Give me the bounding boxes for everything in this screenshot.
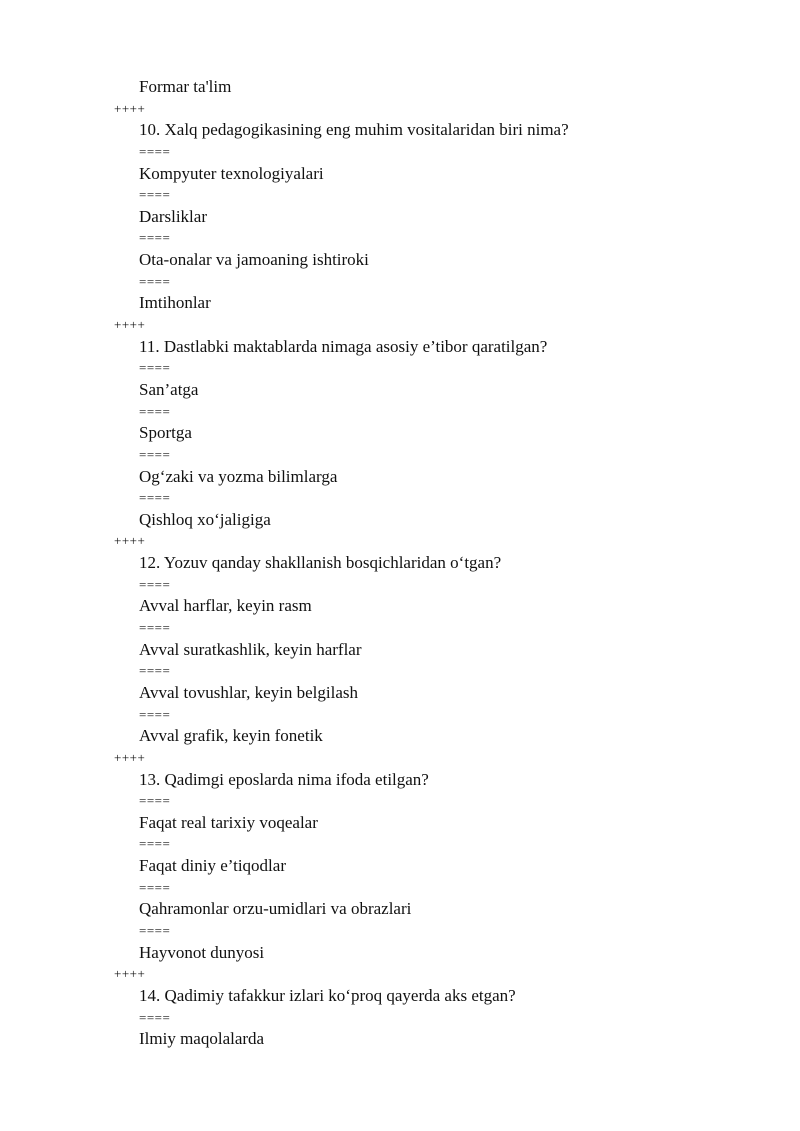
answer-separator: ==== bbox=[139, 187, 171, 203]
answer-option: Ilmiy maqolalarda bbox=[139, 1029, 265, 1049]
question-separator: ++++ bbox=[114, 966, 146, 982]
answer-option: Hayvonot dunyosi bbox=[139, 942, 265, 962]
answer-option: Ota-onalar va jamoaning ishtiroki bbox=[139, 250, 369, 270]
answer-separator: ==== bbox=[139, 360, 171, 376]
question-text: 14. Qadimiy tafakkur izlari ko‘proq qayerda aks etgan? bbox=[139, 985, 516, 1005]
answer-separator: ==== bbox=[139, 663, 171, 679]
answer-separator: ==== bbox=[139, 879, 171, 895]
answer-option: Avval tovushlar, keyin belgilash bbox=[139, 682, 359, 702]
answer-separator: ==== bbox=[139, 446, 171, 462]
answer-separator: ==== bbox=[139, 403, 171, 419]
answer-option: Faqat diniy e’tiqodlar bbox=[139, 856, 286, 876]
question-separator: ++++ bbox=[114, 749, 146, 765]
question-separator: ++++ bbox=[114, 100, 146, 116]
question-text: 12. Yozuv qanday shakllanish bosqichlaridan o‘tgan? bbox=[139, 553, 502, 573]
answer-option: Qishloq xo‘jaligiga bbox=[139, 509, 271, 529]
answer-separator: ==== bbox=[139, 1009, 171, 1025]
question-text: 13. Qadimgi eposlarda nima ifoda etilgan? bbox=[139, 769, 429, 789]
document-page bbox=[0, 76, 800, 1050]
answer-separator: ==== bbox=[139, 143, 171, 159]
answer-option: Qahramonlar orzu-umidlari va obrazlari bbox=[139, 899, 412, 919]
answer-option: Darsliklar bbox=[139, 206, 207, 226]
answer-separator: ==== bbox=[139, 230, 171, 246]
answer-option: Avval harflar, keyin rasm bbox=[139, 596, 312, 616]
answer-option: Avval suratkashlik, keyin harflar bbox=[139, 639, 362, 659]
answer-separator: ==== bbox=[139, 620, 171, 636]
question-separator: ++++ bbox=[114, 533, 146, 549]
answer-separator: ==== bbox=[139, 273, 171, 289]
answer-option: Og‘zaki va yozma bilimlarga bbox=[139, 466, 338, 486]
answer-option: San’atga bbox=[139, 379, 199, 399]
answer-separator: ==== bbox=[139, 836, 171, 852]
answer-option: Kompyuter texnologiyalari bbox=[139, 163, 324, 183]
answer-option: Sportga bbox=[139, 423, 192, 443]
answer-separator: ==== bbox=[139, 576, 171, 592]
answer-separator: ==== bbox=[139, 922, 171, 938]
answer-option: Imtihonlar bbox=[139, 293, 211, 313]
answer-option: Avval grafik, keyin fonetik bbox=[139, 726, 323, 746]
answer-separator: ==== bbox=[139, 793, 171, 809]
question-text: 11. Dastlabki maktablarda nimaga asosiy e’tibor qaratilgan? bbox=[139, 336, 548, 356]
question-text: 10. Xalq pedagogikasining eng muhim vositalaridan biri nima? bbox=[139, 120, 569, 140]
answer-separator: ==== bbox=[139, 706, 171, 722]
answer-option: Faqat real tarixiy voqealar bbox=[139, 812, 318, 832]
answer-separator: ==== bbox=[139, 490, 171, 506]
answer-option: Formar ta'lim bbox=[139, 77, 232, 96]
question-separator: ++++ bbox=[114, 317, 146, 333]
